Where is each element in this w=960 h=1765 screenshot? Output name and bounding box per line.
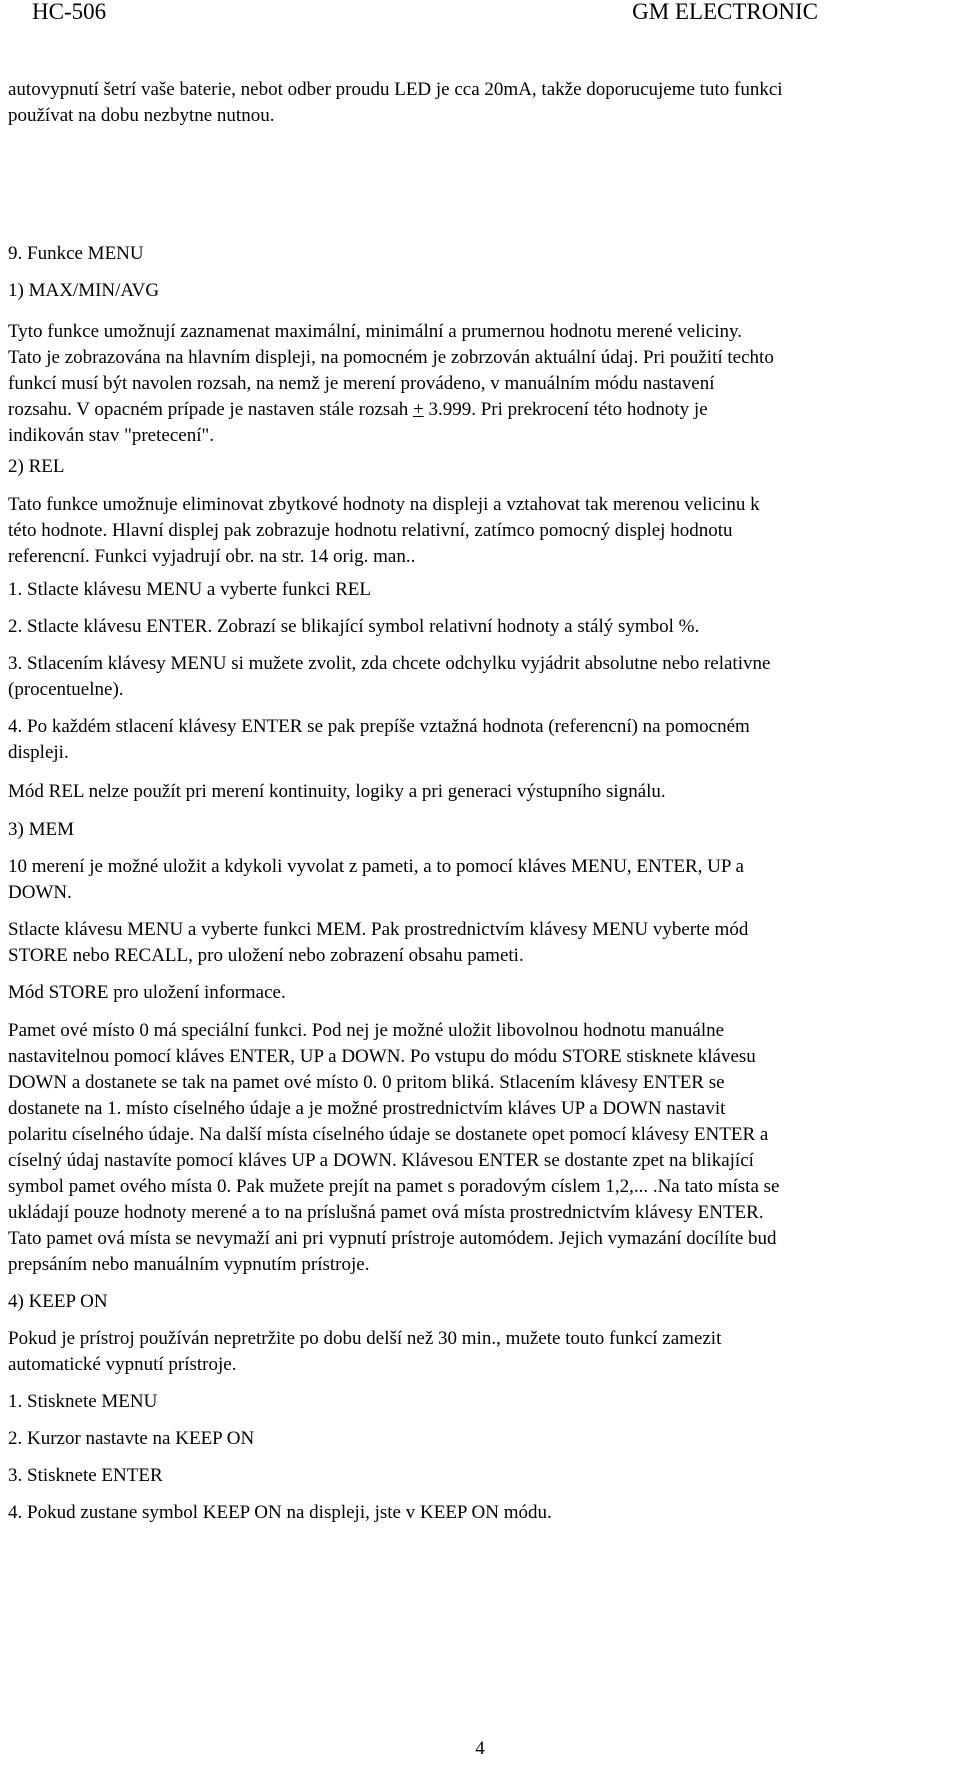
- paragraph-line: autovypnutí šetrí vaše baterie, nebot odber proudu LED je cca 20mA, takže doporucujeme tuto funkci: [8, 79, 783, 100]
- paragraph-line: Tyto funkce umožnují zaznamenat maximální, minimální a prumernou hodnotu merené veliciny.: [8, 321, 742, 342]
- paragraph-line: referencní. Funkci vyjadrují obr. na str. 14 orig. man..: [8, 546, 416, 567]
- paragraph-line: symbol pamet ového místa 0. Pak mužete prejít na pamet s poradovým císlem 1,2,... .Na tato místa se: [8, 1176, 780, 1197]
- paragraph-line: Pokud je prístroj používán nepretržite po dobu delší než 30 min., mužete touto funkcí zamezit: [8, 1328, 722, 1349]
- paragraph-line: používat na dobu nezbytne nutnou.: [8, 105, 275, 126]
- page-header: [0, 0, 960, 26]
- paragraph-line: funkcí musí být navolen rozsah, na nemž je merení provádeno, v manuálním módu nastavení: [8, 373, 715, 394]
- paragraph-line: nastavitelnou pomocí kláves ENTER, UP a DOWN. Po vstupu do módu STORE stisknete klávesu: [8, 1046, 756, 1067]
- paragraph-line: Tato je zobrazována na hlavním displeji, na pomocném je zobrzován aktuální údaj. Pri použití techto: [8, 347, 774, 368]
- list-item: 4. Po každém stlacení klávesy ENTER se pak prepíše vztažná hodnota (referencní) na pomocném: [8, 716, 750, 737]
- paragraph-line: rozsahu. V opacném prípade je nastaven stále rozsah + 3.999. Pri prekrocení této hodnoty je: [8, 399, 708, 420]
- list-item: (procentuelne).: [8, 679, 124, 700]
- paragraph-line: této hodnote. Hlavní displej pak zobrazuje hodnotu relativní, zatímco pomocný displej hodnotu: [8, 520, 733, 541]
- paragraph-line: Stlacte klávesu MENU a vyberte funkci MEM. Pak prostrednictvím klávesy MENU vyberte mód: [8, 919, 749, 940]
- paragraph-line: DOWN a dostanete se tak na pamet ové místo 0. 0 pritom bliká. Stlacením klávesy ENTER se: [8, 1072, 725, 1093]
- paragraph-line: STORE nebo RECALL, pro uložení nebo zobrazení obsahu pameti.: [8, 945, 524, 966]
- subsection-heading: 3) MEM: [8, 819, 74, 840]
- section-heading: 9. Funkce MENU: [8, 243, 144, 264]
- subsection-heading: 2) REL: [8, 456, 65, 477]
- list-item: 2. Kurzor nastavte na KEEP ON: [8, 1428, 255, 1449]
- paragraph-line: polaritu císelného údaje. Na další místa císelného údaje se dostanete opet pomocí klávesy ENTER a: [8, 1124, 769, 1145]
- paragraph-line: automatické vypnutí prístroje.: [8, 1354, 237, 1375]
- page-number: 4: [475, 1738, 485, 1759]
- paragraph-line: dostanete na 1. místo císelného údaje a je možné prostrednictvím kláves UP a DOWN nastavit: [8, 1098, 726, 1119]
- list-item: displeji.: [8, 742, 69, 763]
- paragraph-line: DOWN.: [8, 882, 72, 903]
- list-item: 1. Stisknete MENU: [8, 1391, 158, 1412]
- list-item: 4. Pokud zustane symbol KEEP ON na displeji, jste v KEEP ON módu.: [8, 1502, 552, 1523]
- model-label: HC-506: [32, 0, 107, 24]
- plus-minus-symbol: +: [413, 399, 424, 420]
- paragraph-line: indikován stav "pretecení".: [8, 425, 214, 446]
- paragraph-line: Mód REL nelze použít pri merení kontinuity, logiky a pri generaci výstupního signálu.: [8, 781, 666, 802]
- list-item: 3. Stisknete ENTER: [8, 1465, 163, 1486]
- list-item: 1. Stlacte klávesu MENU a vyberte funkci REL: [8, 579, 372, 600]
- brand-label: GM ELECTRONIC: [632, 0, 818, 24]
- subsection-heading: 4) KEEP ON: [8, 1291, 108, 1312]
- paragraph-line: císelný údaj nastavíte pomocí kláves UP a DOWN. Klávesou ENTER se dostante zpet na blikající: [8, 1150, 754, 1171]
- list-item: 2. Stlacte klávesu ENTER. Zobrazí se blikající symbol relativní hodnoty a stálý symbol %.: [8, 616, 700, 637]
- paragraph-line: 10 merení je možné uložit a kdykoli vyvolat z pameti, a to pomocí kláves MENU, ENTER, UP a: [8, 856, 744, 877]
- paragraph-line: Tato funkce umožnuje eliminovat zbytkové hodnoty na displeji a vztahovat tak merenou velicinu k: [8, 494, 760, 515]
- list-item: 3. Stlacením klávesy MENU si mužete zvolit, zda chcete odchylku vyjádrit absolutne nebo relativne: [8, 653, 771, 674]
- paragraph-line: Mód STORE pro uložení informace.: [8, 982, 286, 1003]
- paragraph-line: ukládají pouze hodnoty merené a to na príslušná pamet ová místa prostrednictvím klávesy ENTER.: [8, 1202, 764, 1223]
- paragraph-line: prepsáním nebo manuálním vypnutím prístroje.: [8, 1254, 370, 1275]
- paragraph-line: Tato pamet ová místa se nevymaží ani pri vypnutí prístroje automódem. Jejich vymazání docílíte bud: [8, 1228, 777, 1249]
- paragraph-line: Pamet ové místo 0 má speciální funkci. Pod nej je možné uložit libovolnou hodnotu manuálne: [8, 1020, 725, 1041]
- subsection-heading: 1) MAX/MIN/AVG: [8, 280, 160, 301]
